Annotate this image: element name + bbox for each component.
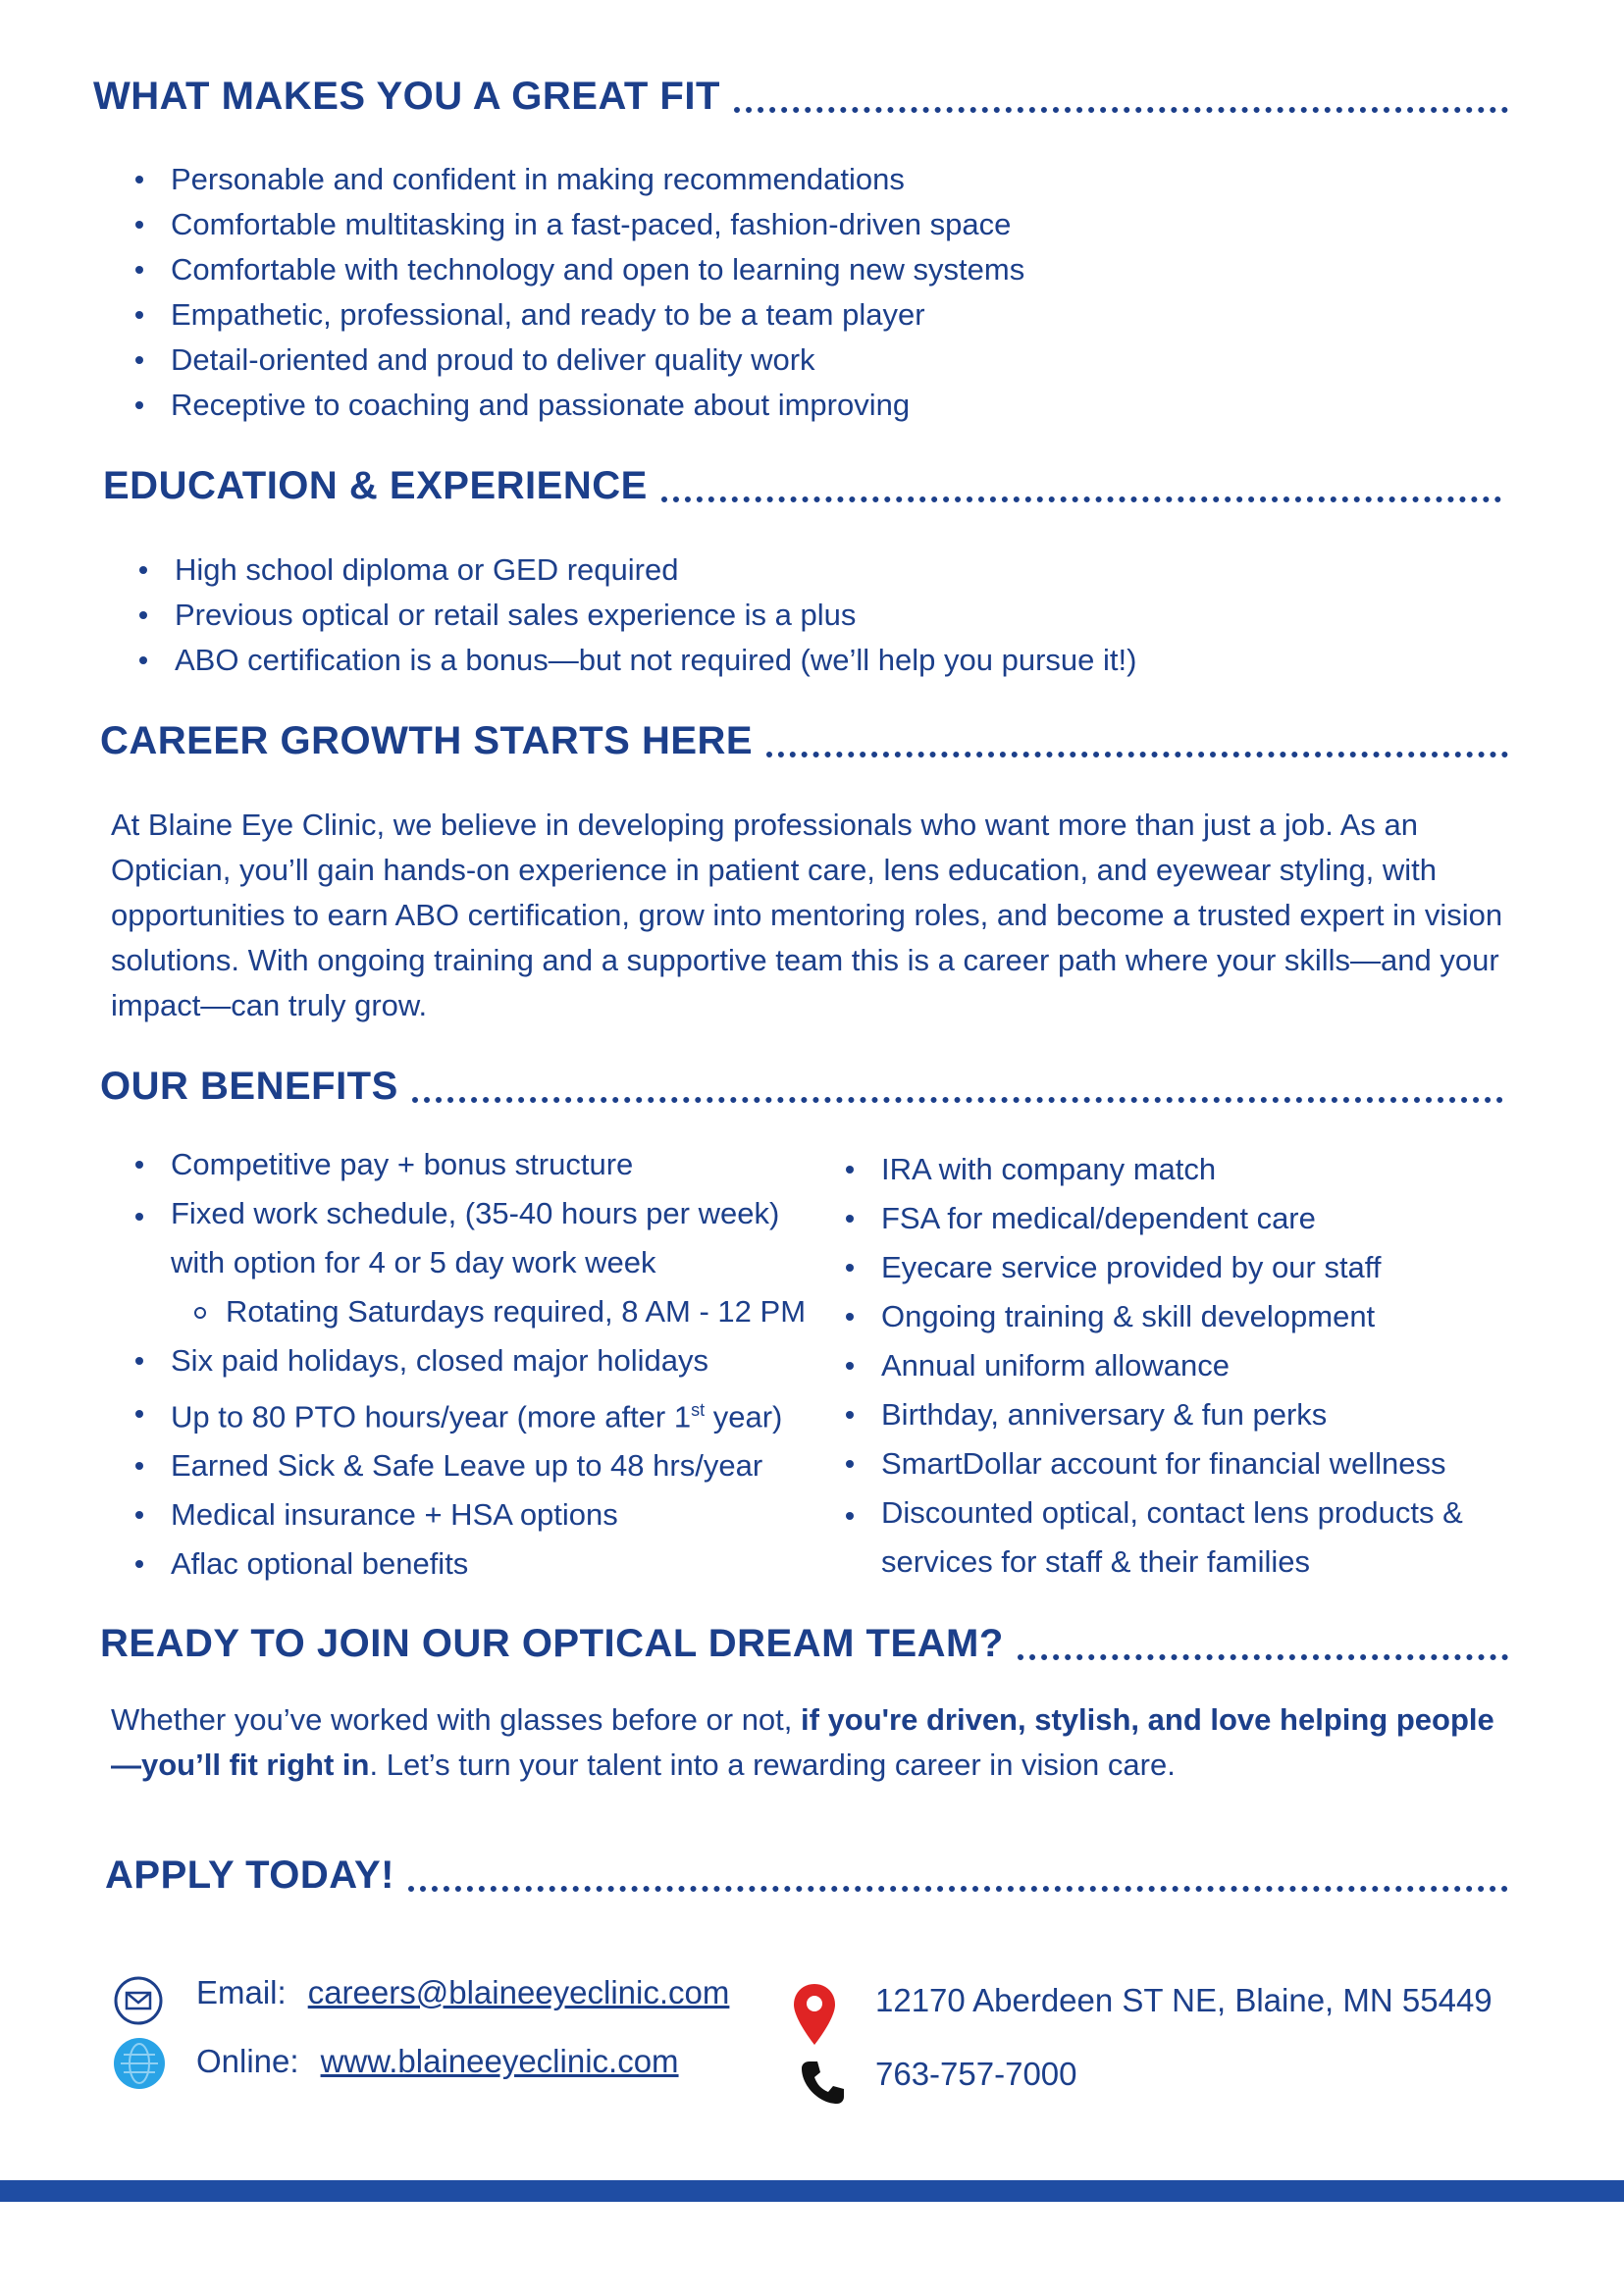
benefits-left-list <box>131 1140 838 1589</box>
list-item: Eyecare service provided by our staff <box>842 1243 1519 1292</box>
list-item: IRA with company match <box>842 1145 1519 1194</box>
heading-dotted-leader <box>408 1886 1508 1892</box>
heading-dream-team-text: READY TO JOIN OUR OPTICAL DREAM TEAM? <box>100 1622 1004 1665</box>
list-item: Ongoing training & skill development <box>842 1292 1519 1341</box>
dream-team-text: Whether you’ve worked with glasses before or not, <box>111 1702 802 1737</box>
phone-icon <box>800 2059 847 2106</box>
list-item: Discounted optical, contact lens products & services for staff & their families <box>842 1488 1519 1587</box>
heading-dotted-leader <box>766 752 1508 757</box>
list-item: Receptive to coaching and passionate about improving <box>131 383 1024 428</box>
list-item: Earned Sick & Safe Leave up to 48 hrs/year <box>131 1441 838 1490</box>
address-line <box>875 1982 1493 2019</box>
website-link[interactable]: www.blaineeyeclinic.com <box>320 2043 679 2079</box>
globe-icon <box>113 2037 166 2090</box>
heading-dotted-leader <box>412 1097 1503 1103</box>
education-list <box>135 548 1136 683</box>
heading-dream-team <box>100 1622 1508 1666</box>
heading-dotted-leader <box>734 107 1508 113</box>
heading-great-fit <box>93 75 1508 119</box>
list-item: Comfortable multitasking in a fast-paced, fashion-driven space <box>131 202 1024 247</box>
career-growth-paragraph: At Blaine Eye Clinic, we believe in developing professionals who want more than just a job. As an Optician, you’ll gain hands-on experience in patient care, lens education, and eyewear styling, with opportunities to earn ABO certification, grow into mentoring roles, and become a trusted expert in vision solutions. With ongoing training and a supportive team this is a career path where your skills—and your impact—can truly grow. <box>111 808 1503 1022</box>
heading-career-growth <box>100 719 1508 763</box>
list-item: ABO certification is a bonus—but not required (we’ll help you pursue it!) <box>135 638 1136 683</box>
pto-text-end: year) <box>705 1399 783 1435</box>
list-item: Fixed work schedule, (35-40 hours per week) with option for 4 or 5 day work week <box>131 1189 838 1287</box>
online-line <box>196 2043 679 2080</box>
dream-team-bold-text: if you're driven, stylish, and love helping people—you’ll fit right in <box>111 1702 1494 1782</box>
phone-line <box>875 2056 1077 2093</box>
location-pin-icon <box>792 1982 837 2047</box>
heading-dotted-leader <box>661 496 1501 502</box>
pto-text: Up to 80 PTO hours/year (more after 1 <box>171 1399 692 1435</box>
heading-education <box>103 464 1501 508</box>
address-text: 12170 Aberdeen ST NE, Blaine, MN 55449 <box>875 1982 1493 2018</box>
list-item: Birthday, anniversary & fun perks <box>842 1390 1519 1439</box>
list-item: Empathetic, professional, and ready to be a team player <box>131 292 1024 338</box>
dream-team-text-end: . Let’s turn your talent into a rewarding career in vision care. <box>369 1748 1176 1782</box>
email-link[interactable]: careers@blaineeyeclinic.com <box>307 1974 730 2010</box>
heading-dotted-leader <box>1018 1654 1508 1660</box>
heading-benefits <box>100 1065 1503 1109</box>
list-item: Six paid holidays, closed major holidays <box>131 1336 838 1385</box>
dream-team-paragraph <box>111 1697 1524 1788</box>
list-item: Aflac optional benefits <box>131 1539 838 1589</box>
list-item: Annual uniform allowance <box>842 1341 1519 1390</box>
phone-text: 763-757-7000 <box>875 2056 1077 2092</box>
heading-apply-today <box>105 1853 1508 1898</box>
list-sub-item: Rotating Saturdays required, 8 AM - 12 PM <box>131 1287 838 1336</box>
list-item: Previous optical or retail sales experience is a plus <box>135 593 1136 638</box>
heading-great-fit-text: WHAT MAKES YOU A GREAT FIT <box>93 75 720 118</box>
great-fit-list <box>131 157 1024 428</box>
list-item <box>131 1385 838 1441</box>
benefits-right-list <box>842 1145 1519 1587</box>
list-item: Comfortable with technology and open to learning new systems <box>131 247 1024 292</box>
envelope-icon <box>113 1975 164 2026</box>
list-item: Competitive pay + bonus structure <box>131 1140 838 1189</box>
heading-benefits-text: OUR BENEFITS <box>100 1065 398 1108</box>
list-item: FSA for medical/dependent care <box>842 1194 1519 1243</box>
list-item: SmartDollar account for financial wellness <box>842 1439 1519 1488</box>
list-item: High school diploma or GED required <box>135 548 1136 593</box>
list-item: Medical insurance + HSA options <box>131 1490 838 1539</box>
list-item: Detail-oriented and proud to deliver quality work <box>131 338 1024 383</box>
email-label: Email: <box>196 1974 287 2010</box>
email-line <box>196 1974 729 2011</box>
heading-apply-today-text: APPLY TODAY! <box>105 1853 395 1897</box>
online-label: Online: <box>196 2043 299 2079</box>
pto-superscript: st <box>691 1400 706 1420</box>
list-item: Personable and confident in making recommendations <box>131 157 1024 202</box>
heading-education-text: EDUCATION & EXPERIENCE <box>103 464 648 507</box>
footer-bar <box>0 2180 1624 2202</box>
heading-career-growth-text: CAREER GROWTH STARTS HERE <box>100 719 754 762</box>
